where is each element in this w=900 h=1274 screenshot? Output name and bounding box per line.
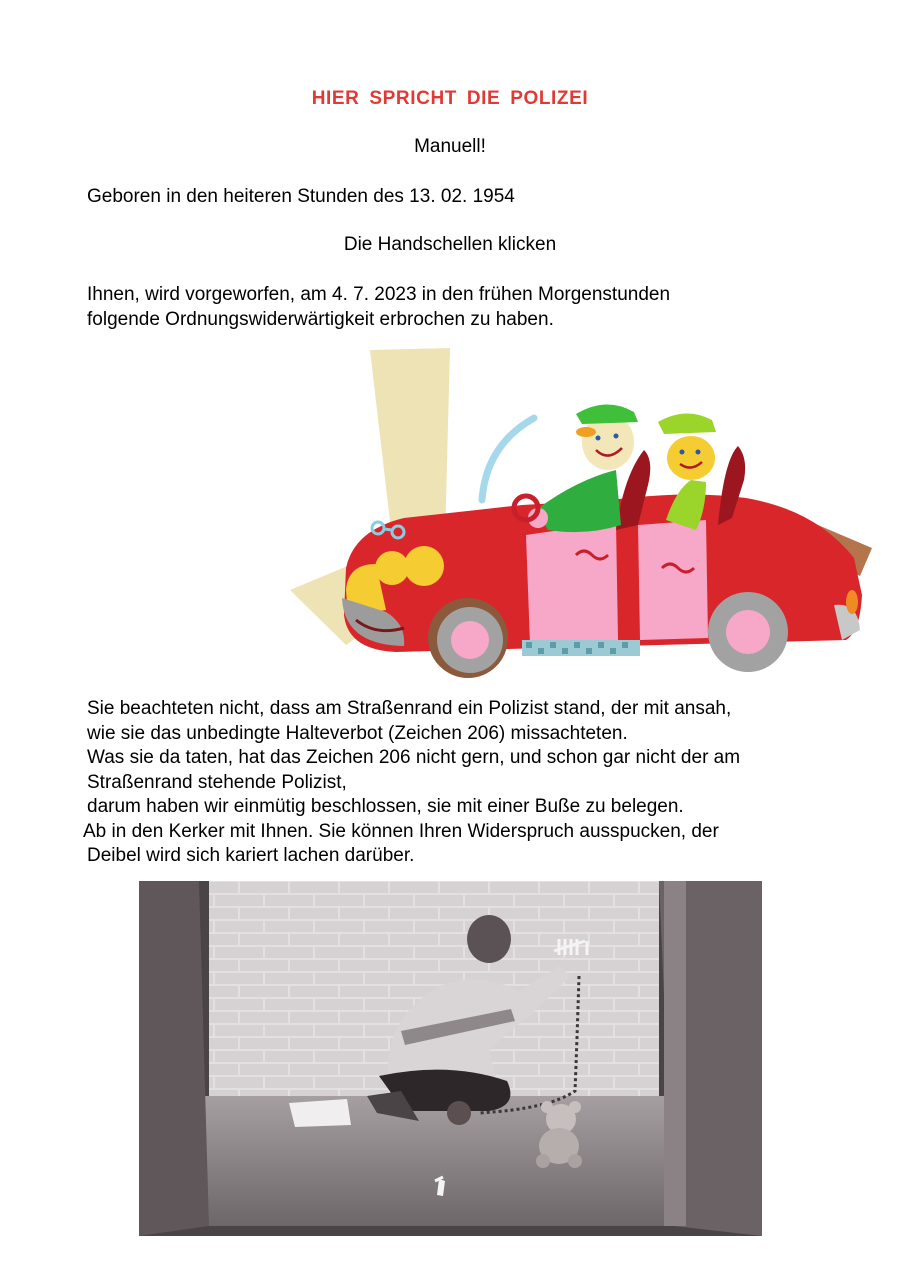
intro-line: Ihnen, wird vorgeworfen, am 4. 7. 2023 in den frühen Morgenstunden (87, 284, 671, 305)
body-line: Ab in den Kerker mit Ihnen. Sie können Ihren Widerspruch ausspucken, der (83, 820, 719, 842)
intro-line: folgende Ordnungswiderwärtigkeit erbrochen zu haben. (87, 308, 554, 330)
body-line: Was sie da taten, hat das Zeichen 206 nicht gern, und schon gar nicht der am (87, 747, 741, 768)
page-title: HIER SPRICHT DIE POLIZEI (311, 88, 589, 109)
cartoon-car-icon (286, 340, 876, 685)
body-line: Straßenrand stehende Polizist, (87, 771, 347, 793)
body-line: darum haben wir einmütig beschlossen, sie mit einer Buße zu belegen. (87, 796, 684, 817)
subtitle: Die Handschellen klicken (343, 234, 557, 255)
intro-paragraph (87, 283, 847, 332)
birth-line: Geboren in den heiteren Stunden des 13. 02. 1954 (87, 186, 515, 207)
body-line: wie sie das unbedingte Halteverbot (Zeichen 206) missachteten. (87, 722, 628, 744)
body-paragraph (83, 697, 847, 869)
prison-cell-photo (139, 881, 762, 1236)
body-line: Deibel wird sich kariert lachen darüber. (87, 845, 415, 866)
name-line: Manuell! (414, 136, 486, 157)
body-line: Sie beachteten nicht, dass am Straßenrand ein Polizist stand, der mit ansah, (87, 698, 732, 719)
